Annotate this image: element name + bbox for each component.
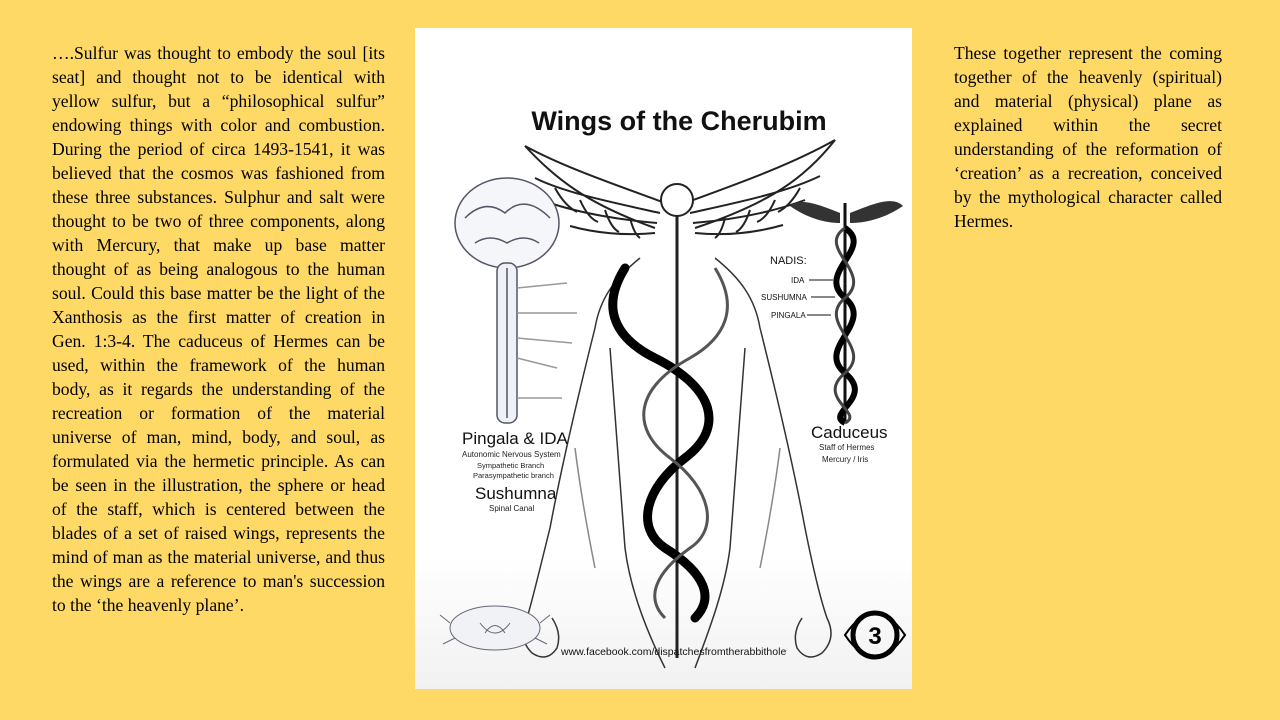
pingala-sub-1: Autonomic Nervous System [462,450,561,459]
ajna-chakra-icon [845,613,905,657]
caduceus-label: Caduceus [811,423,888,442]
spinal-section-icon [440,606,550,650]
nadis-ida: IDA [791,276,805,285]
nadis-arrows [807,280,835,315]
nadis-pingala: PINGALA [771,311,806,320]
caduceus-icon [790,201,903,423]
caduceus-sub-2: Mercury / Iris [822,455,869,464]
source-url: www.facebook.com/dispatchesfromtherabbithole [561,646,787,658]
staff-sphere-icon [661,184,693,216]
nadis-label: NADIS: [770,255,807,267]
caduceus-sub-1: Staff of Hermes [819,443,875,452]
pingala-sub-3: Parasympathetic branch [473,471,554,480]
pingala-sub-2: Sympathetic Branch [477,461,545,470]
illustration-title: Wings of the Cherubim [531,106,827,136]
chakra-glyph: 3 [868,623,882,650]
pingala-ida-label: Pingala & IDA [462,429,568,448]
illustration-drawing [415,28,912,689]
sushumna-sub: Spinal Canal [489,504,535,513]
sushumna-label: Sushumna [475,484,557,503]
right-paragraph: These together represent the coming together of the heavenly (spiritual) and material (physical) plane as explained within the secret understanding of the reformation of ‘creation’ as a recreation, conceived by the mythological character called Hermes. [954,43,1222,231]
wings-of-the-cherubim-illustration [415,28,912,689]
left-paragraph: ….Sulfur was thought to embody the soul [its seat] and thought not to be identical with yellow sulfur, but a “philosophical sulfur” endowing things with color and combustion. During the period of circa 1493-1541, it was believed that the cosmos was fashioned from these three substances. Sulphur and salt were thought to be two of three components, along with Mercury, that make up base matter thought of as being analogous to the human soul. Could this base matter be the light of the Xanthosis as the first matter of creation in Gen. 1:3-4. The caduceus of Hermes can be used, within the framework of the human body, as it regards the understanding of the recreation or formation of the material universe of man, mind, body, and soul, as formulated via the hermetic principle. As can be seen in the illustration, the sphere or head of the staff, which is centered between the blades of a set of raised wings, represents the mind of man as the material universe, and thus the wings are a reference to man's succession to the ‘the heavenly plane’. [52,43,385,615]
brain-spine-icon [455,178,577,423]
nadis-sushumna: SUSHUMNA [761,293,807,302]
